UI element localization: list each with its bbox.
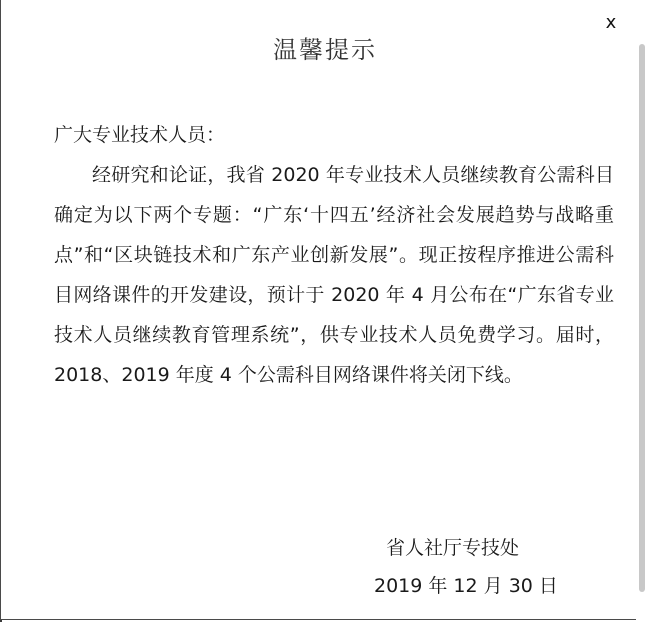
notice-paragraph: 经研究和论证，我省 2020 年专业技术人员继续教育公需科目确定为以下两个专题：“广东‘十四五’经济社会发展趋势与战略重点”和“区块链技术和广东产业创新发展”。现正按程序推进公需科目网络课件的开发建设，预计于 2020 年 4 月公布在“广东省专业技术人员继续教育管理系统”，供专业技术人员免费学习。届时，2018、2019 年度 4 个公需科目网络课件将关闭下线。: [54, 164, 614, 386]
close-button[interactable]: x: [605, 12, 617, 33]
dialog-title: 温馨提示: [273, 36, 377, 64]
signature-date: 2019 年 12 月 30 日: [374, 575, 558, 597]
signature-department: 省人社厅专技处: [386, 537, 520, 559]
greeting-text: 广大专业技术人员：: [54, 124, 226, 146]
scrollbar-thumb[interactable]: [639, 44, 645, 592]
notice-body: [54, 115, 614, 395]
